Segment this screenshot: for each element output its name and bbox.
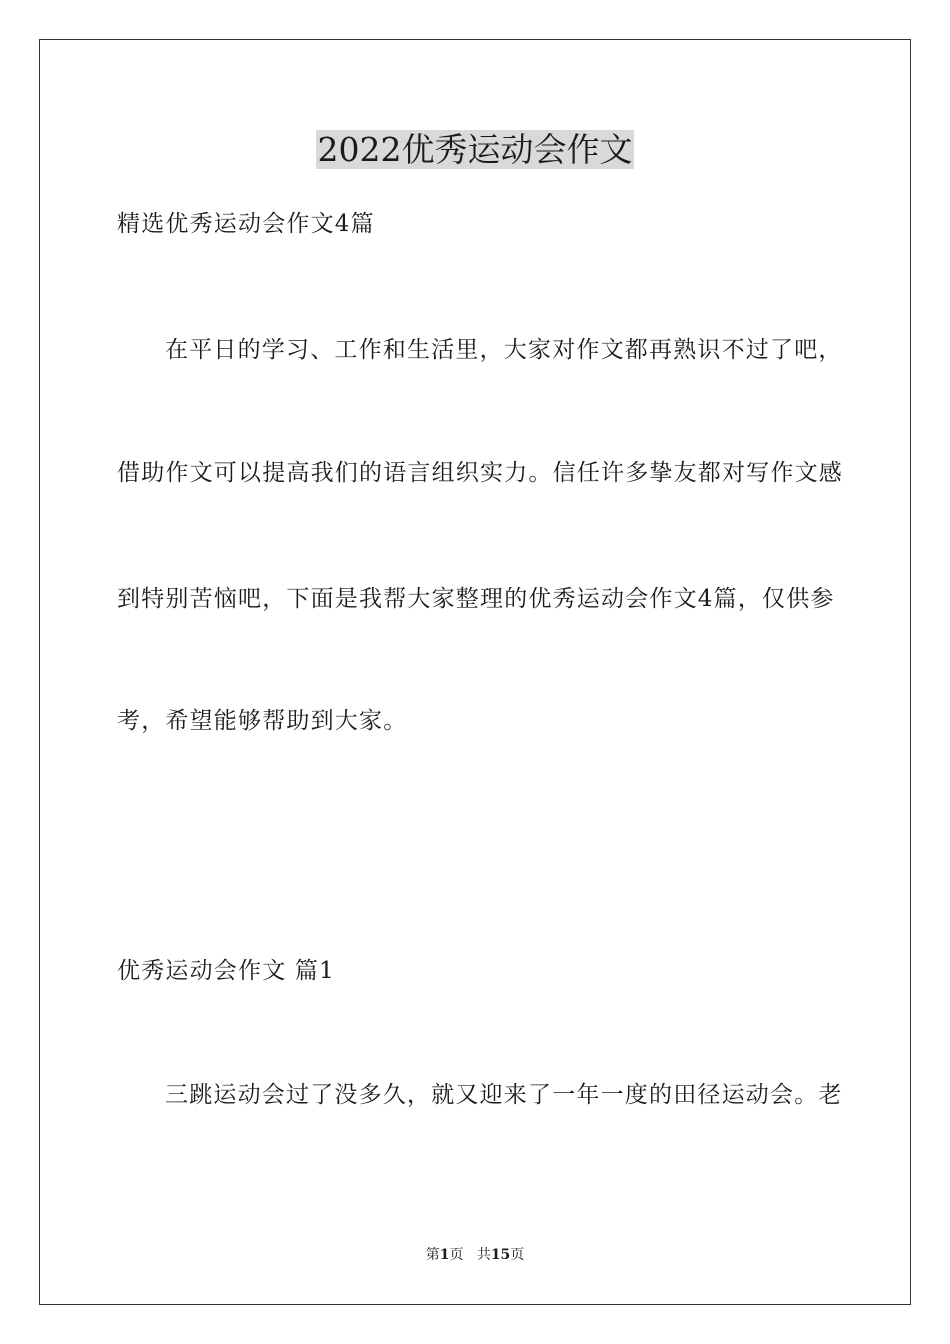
footer-total-pages: 15	[490, 1247, 511, 1263]
document-title-text: 2022优秀运动会作文	[317, 130, 633, 169]
footer-page-suffix: 页	[449, 1247, 464, 1263]
footer-total-suffix: 页	[510, 1247, 525, 1263]
footer-total-prefix: 共	[476, 1247, 491, 1263]
footer-page-prefix: 第	[425, 1247, 440, 1263]
paragraph-line: 借助作文可以提高我们的语言组织实力。信任许多挚友都对写作文感	[117, 460, 843, 486]
document-subtitle: 精选优秀运动会作文4篇	[117, 211, 375, 237]
paragraph-line: 考，希望能够帮助到大家。	[117, 708, 408, 734]
paragraph-line: 在平日的学习、工作和生活里，大家对作文都再熟识不过了吧，	[165, 337, 843, 363]
paragraph-line: 三跳运动会过了没多久，就又迎来了一年一度的田径运动会。老	[165, 1082, 843, 1108]
document-title	[0, 128, 950, 172]
footer-page-number: 1	[439, 1247, 450, 1263]
page-footer	[0, 1246, 950, 1264]
section-heading: 优秀运动会作文 篇1	[117, 958, 335, 984]
paragraph-line: 到特别苦恼吧，下面是我帮大家整理的优秀运动会作文4篇，仅供参	[117, 586, 835, 612]
